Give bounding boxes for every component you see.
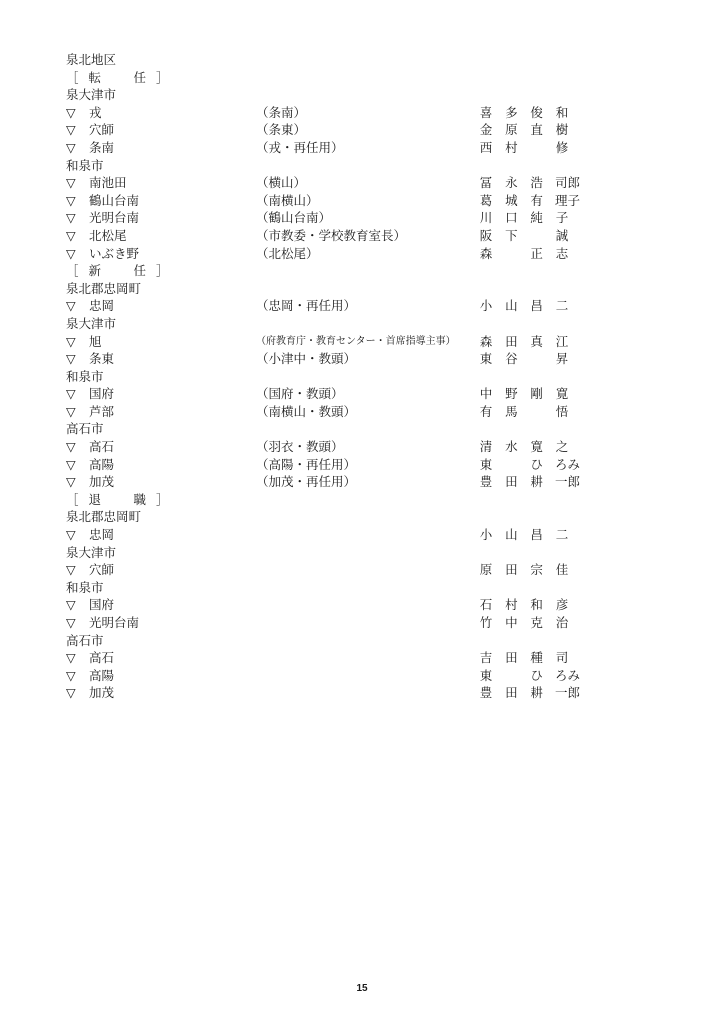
name-part: 剛 bbox=[530, 386, 543, 402]
name-part: 和 bbox=[555, 104, 569, 120]
list-item bbox=[66, 438, 586, 456]
person-name bbox=[479, 209, 569, 227]
triangle-bullet-icon: ▽ bbox=[66, 650, 76, 666]
previous-post: （忠岡・再任用） bbox=[256, 298, 357, 314]
triangle-bullet-icon: ▽ bbox=[66, 386, 76, 402]
school-name: 南池田 bbox=[89, 175, 127, 191]
personnel-list bbox=[66, 51, 586, 702]
triangle-bullet-icon: ▽ bbox=[66, 245, 76, 261]
name-part: 西 bbox=[479, 139, 493, 155]
person-name bbox=[479, 104, 569, 122]
name-part: 葛 bbox=[479, 192, 493, 208]
list-item bbox=[66, 649, 586, 667]
list-item bbox=[66, 297, 586, 315]
name-part: 永 bbox=[505, 175, 518, 191]
name-part: 小 bbox=[479, 298, 493, 314]
name-part: 森 bbox=[479, 333, 493, 349]
list-item bbox=[66, 526, 586, 544]
school-name: 光明台南 bbox=[89, 615, 140, 630]
school-name: 国府 bbox=[89, 386, 115, 402]
name-part: 多 bbox=[505, 104, 518, 120]
name-part: 山 bbox=[505, 527, 518, 543]
school-name: 忠岡 bbox=[89, 298, 115, 314]
person-name bbox=[479, 174, 580, 192]
name-part: 中 bbox=[479, 386, 493, 402]
name-part: 二 bbox=[555, 298, 569, 314]
person-name bbox=[479, 456, 580, 474]
name-part: 有 bbox=[530, 192, 543, 208]
previous-post: （横山） bbox=[256, 175, 307, 191]
person-name bbox=[479, 667, 580, 685]
triangle-bullet-icon: ▽ bbox=[66, 227, 76, 243]
name-part: 小 bbox=[479, 527, 493, 543]
page-number: 15 bbox=[356, 983, 368, 994]
list-item bbox=[66, 385, 586, 403]
previous-post: （鶴山台南） bbox=[256, 210, 332, 226]
name-part: 一郎 bbox=[554, 474, 580, 490]
person-name bbox=[479, 684, 580, 702]
name-part: 樹 bbox=[555, 122, 569, 138]
city-heading: 泉北郡忠岡町 bbox=[66, 509, 142, 525]
list-item bbox=[66, 473, 586, 491]
name-part: 石 bbox=[479, 597, 493, 613]
name-part: 浩 bbox=[530, 175, 543, 191]
list-item bbox=[66, 209, 586, 227]
previous-post: （羽衣・教頭） bbox=[256, 439, 344, 455]
name-part: 耕 bbox=[530, 474, 543, 490]
list-item bbox=[66, 684, 586, 702]
name-part: 田 bbox=[505, 474, 518, 490]
city-heading: 泉大津市 bbox=[66, 544, 117, 560]
name-part: 種 bbox=[530, 650, 543, 666]
school-name: 加茂 bbox=[89, 474, 115, 490]
city-heading: 泉北郡忠岡町 bbox=[66, 280, 142, 296]
name-part: 彦 bbox=[555, 597, 569, 613]
section-open-bracket: ［ bbox=[66, 491, 79, 507]
name-part: 司郎 bbox=[554, 175, 580, 191]
name-part: 俊 bbox=[530, 104, 543, 120]
name-part: 清 bbox=[479, 439, 493, 455]
list-item bbox=[66, 245, 586, 263]
school-name: 条東 bbox=[89, 351, 115, 367]
name-part bbox=[530, 403, 544, 421]
school-name: 高石 bbox=[89, 439, 115, 455]
name-part: 悟 bbox=[555, 403, 569, 419]
section-close-bracket: ］ bbox=[156, 69, 169, 85]
name-part: 下 bbox=[505, 227, 518, 243]
triangle-bullet-icon: ▽ bbox=[66, 615, 76, 630]
list-item bbox=[66, 350, 586, 368]
name-part bbox=[530, 139, 544, 157]
school-name: 高陽 bbox=[89, 456, 115, 472]
name-part: 子 bbox=[555, 210, 569, 226]
previous-post: （北松尾） bbox=[256, 245, 319, 261]
person-name bbox=[479, 297, 569, 315]
school-name: 条南 bbox=[89, 139, 115, 155]
name-part: 谷 bbox=[505, 351, 518, 367]
section-label: 転 任 bbox=[88, 69, 157, 85]
name-part: ひ bbox=[530, 667, 543, 683]
previous-post: （高陽・再任用） bbox=[256, 456, 357, 472]
city-heading: 泉大津市 bbox=[66, 315, 117, 331]
person-name bbox=[479, 649, 569, 667]
name-part: 之 bbox=[555, 439, 569, 455]
name-part: 冨 bbox=[479, 175, 493, 191]
name-part: 直 bbox=[530, 122, 543, 138]
triangle-bullet-icon: ▽ bbox=[66, 439, 76, 455]
name-part: 田 bbox=[505, 562, 518, 578]
name-part: 正 bbox=[530, 245, 543, 261]
list-item bbox=[66, 333, 586, 351]
list-item bbox=[66, 174, 586, 192]
name-part: 原 bbox=[505, 122, 518, 138]
school-name: 旭 bbox=[89, 333, 102, 349]
name-part: 昌 bbox=[530, 527, 543, 543]
triangle-bullet-icon: ▽ bbox=[66, 474, 76, 490]
previous-post: （条南） bbox=[256, 104, 307, 120]
name-part: 一郎 bbox=[554, 685, 580, 701]
city-heading: 和泉市 bbox=[66, 368, 104, 384]
triangle-bullet-icon: ▽ bbox=[66, 175, 76, 191]
name-part: 中 bbox=[505, 615, 518, 630]
person-name bbox=[479, 192, 580, 210]
name-part: 耕 bbox=[530, 685, 543, 701]
name-part: 理子 bbox=[554, 192, 580, 208]
list-item bbox=[66, 596, 586, 614]
list-item bbox=[66, 104, 586, 122]
name-part: 吉 bbox=[479, 650, 493, 666]
triangle-bullet-icon: ▽ bbox=[66, 298, 76, 314]
person-name bbox=[479, 245, 569, 263]
section-label: 退 職 bbox=[88, 491, 157, 507]
list-item bbox=[66, 403, 586, 421]
triangle-bullet-icon: ▽ bbox=[66, 597, 76, 613]
person-name bbox=[479, 473, 580, 491]
section-heading bbox=[66, 262, 586, 280]
section-label: 新 任 bbox=[88, 263, 157, 279]
name-part: ろみ bbox=[554, 456, 580, 472]
name-part: 和 bbox=[530, 597, 543, 613]
person-name bbox=[479, 333, 569, 351]
school-name: 穴師 bbox=[89, 562, 115, 578]
person-name bbox=[479, 227, 569, 245]
name-part: 寛 bbox=[555, 386, 569, 402]
city-heading: 高石市 bbox=[66, 632, 104, 648]
list-item bbox=[66, 667, 586, 685]
section-heading bbox=[66, 491, 586, 509]
previous-post: （加茂・再任用） bbox=[256, 474, 357, 490]
list-item bbox=[66, 614, 586, 632]
school-name: 国府 bbox=[89, 597, 115, 613]
previous-post: （南横山・教頭） bbox=[256, 403, 357, 419]
city-heading: 和泉市 bbox=[66, 157, 104, 173]
triangle-bullet-icon: ▽ bbox=[66, 667, 76, 683]
list-item bbox=[66, 139, 586, 157]
section-open-bracket: ［ bbox=[66, 263, 79, 279]
name-part: ろみ bbox=[554, 667, 580, 683]
person-name bbox=[479, 403, 569, 421]
name-part: 宗 bbox=[530, 562, 543, 578]
school-name: 光明台南 bbox=[89, 210, 140, 226]
name-part: 村 bbox=[505, 597, 518, 613]
section-close-bracket: ］ bbox=[156, 491, 169, 507]
name-part bbox=[530, 227, 544, 245]
name-part: 江 bbox=[555, 333, 569, 349]
name-part: 村 bbox=[505, 139, 518, 155]
triangle-bullet-icon: ▽ bbox=[66, 351, 76, 367]
name-part: 口 bbox=[505, 210, 518, 226]
person-name bbox=[479, 139, 569, 157]
city-heading: 高石市 bbox=[66, 421, 104, 437]
name-part: 阪 bbox=[479, 227, 493, 243]
name-part: 志 bbox=[555, 245, 569, 261]
school-name: 戎 bbox=[89, 104, 102, 120]
school-name: 鶴山台南 bbox=[89, 192, 140, 208]
region-heading: 泉北地区 bbox=[66, 52, 117, 67]
name-part: ひ bbox=[530, 456, 543, 472]
previous-post: （府教育庁・教育センター・首席指導主事） bbox=[256, 335, 456, 347]
triangle-bullet-icon: ▽ bbox=[66, 456, 76, 472]
name-part: 二 bbox=[555, 527, 569, 543]
name-part: 克 bbox=[530, 615, 543, 630]
list-item bbox=[66, 192, 586, 210]
name-part: 東 bbox=[479, 351, 493, 367]
name-part: 誠 bbox=[555, 227, 569, 243]
name-part: 田 bbox=[505, 333, 518, 349]
triangle-bullet-icon: ▽ bbox=[66, 210, 76, 226]
school-name: いぶき野 bbox=[89, 245, 140, 261]
name-part: 原 bbox=[479, 562, 493, 578]
name-part: 田 bbox=[505, 650, 518, 666]
name-part: 森 bbox=[479, 245, 493, 261]
list-item bbox=[66, 456, 586, 474]
name-part: 川 bbox=[479, 210, 493, 226]
name-part: 修 bbox=[555, 139, 569, 155]
person-name bbox=[479, 385, 569, 403]
person-name bbox=[479, 526, 569, 544]
name-part: 水 bbox=[505, 439, 518, 455]
triangle-bullet-icon: ▽ bbox=[66, 192, 76, 208]
name-part: 有 bbox=[479, 403, 493, 419]
previous-post: （南横山） bbox=[256, 192, 319, 208]
name-part: 田 bbox=[505, 685, 518, 701]
name-part: 城 bbox=[505, 192, 518, 208]
triangle-bullet-icon: ▽ bbox=[66, 403, 76, 419]
person-name bbox=[479, 350, 569, 368]
name-part: 馬 bbox=[505, 403, 518, 419]
previous-post: （条東） bbox=[256, 122, 307, 138]
section-close-bracket: ］ bbox=[156, 263, 169, 279]
school-name: 芦部 bbox=[89, 403, 115, 419]
name-part: 真 bbox=[530, 333, 543, 349]
name-part: 山 bbox=[505, 298, 518, 314]
triangle-bullet-icon: ▽ bbox=[66, 333, 76, 349]
name-part: 司 bbox=[555, 650, 569, 666]
name-part: 豊 bbox=[479, 685, 493, 701]
name-part: 純 bbox=[530, 210, 543, 226]
name-part bbox=[504, 245, 518, 263]
triangle-bullet-icon: ▽ bbox=[66, 685, 76, 701]
list-item bbox=[66, 227, 586, 245]
name-part: 治 bbox=[555, 615, 569, 630]
section-heading bbox=[66, 69, 586, 87]
name-part: 金 bbox=[479, 122, 493, 138]
list-item bbox=[66, 561, 586, 579]
triangle-bullet-icon: ▽ bbox=[66, 139, 76, 155]
school-name: 穴師 bbox=[89, 122, 115, 138]
list-item bbox=[66, 121, 586, 139]
name-part bbox=[530, 350, 544, 368]
school-name: 高石 bbox=[89, 650, 115, 666]
triangle-bullet-icon: ▽ bbox=[66, 527, 76, 543]
person-name bbox=[479, 596, 569, 614]
name-part bbox=[504, 456, 518, 474]
name-part: 豊 bbox=[479, 474, 493, 490]
school-name: 高陽 bbox=[89, 667, 115, 683]
person-name bbox=[479, 438, 569, 456]
person-name bbox=[479, 614, 569, 632]
previous-post: （戎・再任用） bbox=[256, 139, 344, 155]
name-part: 竹 bbox=[479, 615, 493, 630]
school-name: 加茂 bbox=[89, 685, 115, 701]
previous-post: （市教委・学校教育室長） bbox=[256, 227, 407, 243]
person-name bbox=[479, 121, 569, 139]
name-part: 喜 bbox=[479, 104, 493, 120]
name-part: 寛 bbox=[530, 439, 543, 455]
name-part: 昇 bbox=[555, 351, 569, 367]
section-open-bracket: ［ bbox=[66, 69, 79, 85]
city-heading: 和泉市 bbox=[66, 579, 104, 595]
name-part: 昌 bbox=[530, 298, 543, 314]
previous-post: （国府・教頭） bbox=[256, 386, 344, 402]
name-part bbox=[504, 667, 518, 685]
school-name: 忠岡 bbox=[89, 527, 115, 543]
name-part: 佳 bbox=[555, 562, 569, 578]
city-heading: 泉大津市 bbox=[66, 87, 117, 103]
triangle-bullet-icon: ▽ bbox=[66, 104, 76, 120]
triangle-bullet-icon: ▽ bbox=[66, 122, 76, 138]
previous-post: （小津中・教頭） bbox=[256, 351, 357, 367]
name-part: 東 bbox=[479, 456, 493, 472]
name-part: 東 bbox=[479, 667, 493, 683]
triangle-bullet-icon: ▽ bbox=[66, 562, 76, 578]
person-name bbox=[479, 561, 569, 579]
school-name: 北松尾 bbox=[89, 227, 127, 243]
name-part: 野 bbox=[505, 386, 518, 402]
